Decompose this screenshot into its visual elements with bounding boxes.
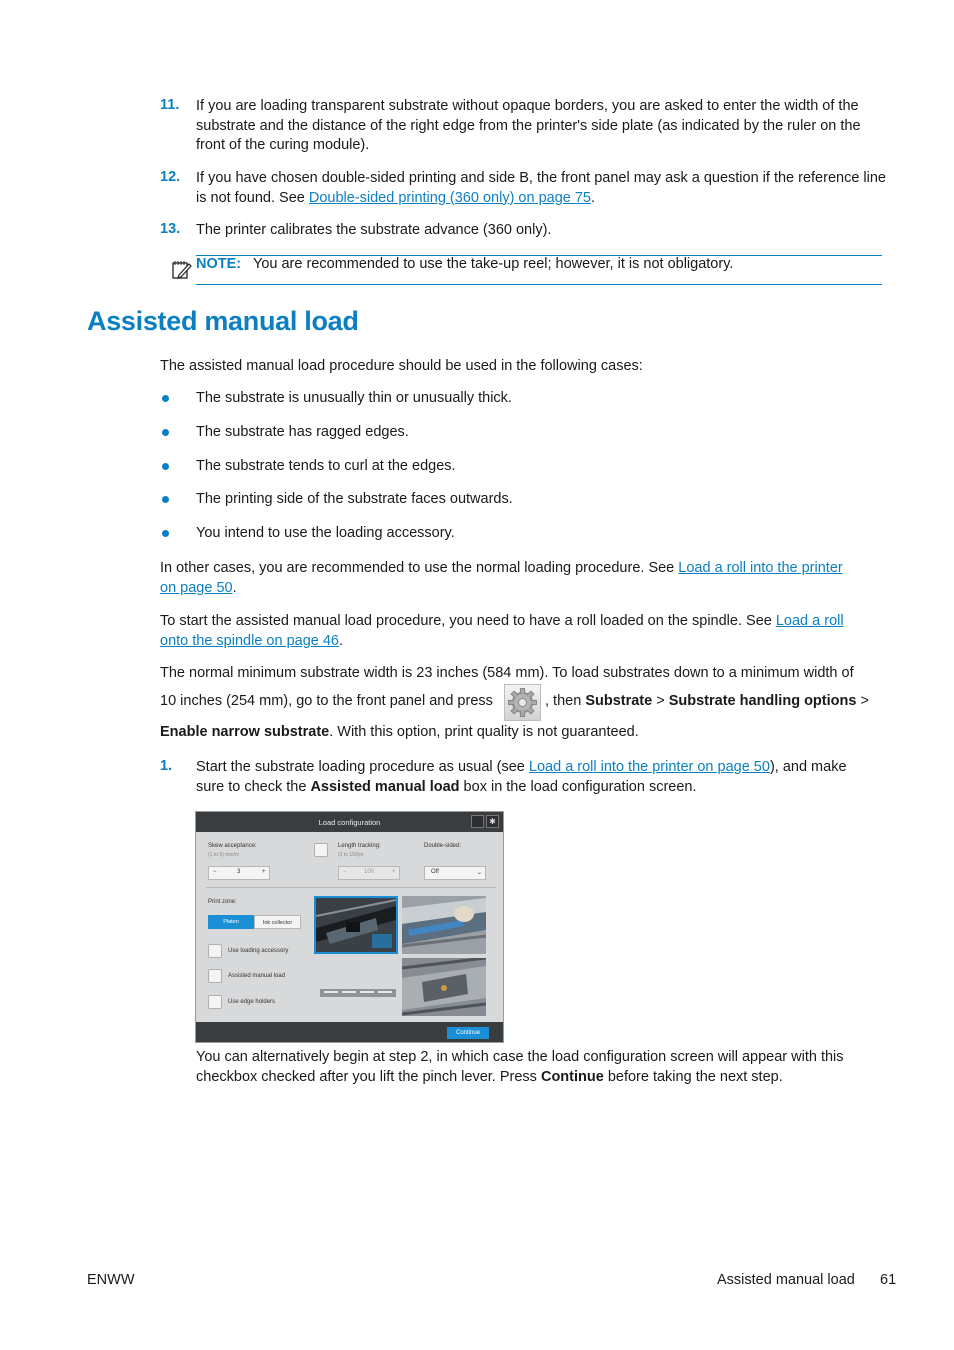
paragraph-text: .: [338, 632, 344, 649]
paragraph-min-width-line2-rest: [545, 693, 869, 709]
double-sided-select[interactable]: [424, 866, 486, 880]
double-sided-value: Off: [431, 869, 439, 875]
link-double-sided[interactable]: Double-sided printing (360 only) on page 75: [308, 189, 591, 206]
step-number: 13.: [160, 221, 181, 237]
paragraph-text: To start the assisted manual load procedure, you need to have a roll loaded on the spindle. See: [160, 613, 776, 629]
plus-icon[interactable]: +: [262, 869, 266, 875]
bullet-dot: [162, 429, 169, 436]
plus-icon[interactable]: +: [392, 869, 396, 875]
paragraph-normal-loading: [160, 559, 882, 598]
minus-icon[interactable]: −: [213, 869, 217, 875]
step-text: If you are loading transparent substrate without opaque borders, you are asked to enter the width of the substrate and the distance of the right edge from the printer's side plate (as indicated by the ruler on the front of the curing module).: [196, 98, 861, 153]
skew-value: 3: [237, 869, 241, 875]
link-load-roll-printer-2[interactable]: Load a roll into the printer on page 50: [528, 759, 770, 775]
paragraph-min-width-line3: [160, 724, 639, 740]
screen-title: Load configuration: [318, 818, 381, 827]
link-load-roll-printer[interactable]: Load a roll into the printer: [678, 560, 843, 576]
loading-accessory-label: Use loading accessory: [228, 948, 289, 954]
skew-stepper[interactable]: [208, 866, 270, 880]
gear-icon: [505, 685, 540, 720]
assisted-manual-load-term: Assisted manual load: [310, 778, 460, 795]
ink-collector-photo: [402, 896, 486, 954]
paragraph-text: . With this option, print quality is not guaranteed.: [329, 724, 639, 740]
link-load-roll-spindle-page[interactable]: onto the spindle on page 46: [160, 632, 339, 649]
page-number: 61: [880, 1272, 897, 1288]
settings-button[interactable]: [504, 684, 541, 721]
paragraph-text: checkbox checked after you lift the pinch lever. Press: [196, 1069, 541, 1085]
brightness-icon[interactable]: ✱: [486, 815, 499, 828]
chevron-down-icon: ⌄: [477, 870, 483, 876]
intro-text: The assisted manual load procedure should be used in the following cases:: [160, 358, 643, 374]
length-label: Length tracking:: [338, 843, 381, 849]
loading-accessory-checkbox[interactable]: [208, 944, 222, 958]
load-configuration-screenshot: [195, 811, 504, 1043]
note-text: You are recommended to use the take-up reel; however, it is not obligatory.: [253, 256, 734, 272]
title-bar: [196, 812, 503, 832]
step-text-part: sure to check the: [196, 778, 311, 795]
footer-section-title: Assisted manual load: [717, 1272, 855, 1288]
step-number: 11.: [160, 97, 180, 113]
step-text-part: ), and make: [769, 759, 847, 775]
bullet-item: The substrate is unusually thin or unusually thick.: [196, 390, 512, 406]
bullet-item: The substrate has ragged edges.: [196, 424, 409, 440]
continue-term: Continue: [540, 1069, 604, 1085]
length-value: 100: [364, 869, 375, 875]
section-title: Assisted manual load: [87, 306, 359, 336]
step-text-part: .: [591, 189, 596, 206]
paragraph-text: before taking the next step.: [603, 1069, 783, 1085]
menu-path-enable-narrow: Enable narrow substrate: [160, 724, 330, 740]
length-stepper[interactable]: [338, 866, 400, 880]
step-text-part: If you have chosen double-sided printing and side B, the front panel may ask a question if the reference line is not found. See: [196, 170, 886, 206]
loading-accessory-photo: [402, 958, 486, 1016]
skew-range: (1 to 5) mm/m: [208, 852, 240, 858]
paragraph-text: In other cases, you are recommended to use the normal loading procedure. See: [160, 560, 679, 576]
footer-left: ENWW: [87, 1272, 135, 1288]
menu-separator: >: [860, 693, 869, 709]
continue-button[interactable]: Continue: [447, 1027, 489, 1039]
note-bottom-rule: [196, 284, 882, 285]
menu-path-substrate: Substrate: [585, 693, 653, 709]
length-range: (2 to 150)m: [338, 852, 364, 858]
print-zone-label: Print zone:: [208, 899, 237, 905]
bullet-dot: [162, 463, 169, 470]
bullet-dot: [162, 530, 169, 537]
bullet-item: The substrate tends to curl at the edges.: [196, 458, 456, 474]
bottom-bar: [196, 1022, 503, 1042]
zone-platen-button[interactable]: Platen: [208, 915, 254, 929]
step-text-part: box in the load configuration screen.: [459, 778, 697, 795]
assisted-manual-load-label: Assisted manual load: [228, 973, 286, 979]
paragraph-text: You can alternatively begin at step 2, in which case the load configuration screen will appear with this: [196, 1049, 844, 1065]
step-text: [196, 169, 886, 208]
bullet-item: The printing side of the substrate faces outwards.: [196, 491, 513, 507]
double-sided-label: Double-sided:: [424, 843, 462, 849]
after-screen-text: [196, 1047, 886, 1087]
note-label: NOTE:: [196, 256, 242, 272]
paragraph-text: .: [232, 579, 237, 596]
link-load-roll-printer-page[interactable]: on page 50: [160, 579, 233, 596]
platen-photo[interactable]: [314, 896, 398, 954]
paragraph-text: 10 inches (254 mm), go to the front panel and press: [160, 693, 493, 709]
window-button[interactable]: [471, 815, 484, 828]
step-number: 1.: [160, 758, 173, 774]
skew-label: Skew acceptance:: [208, 843, 257, 849]
note-icon: [171, 258, 193, 280]
paragraph-min-width-line1: The normal minimum substrate width is 23 inches (584 mm). To load substrates down to a minimum width of: [160, 665, 854, 681]
step-text: The printer calibrates the substrate advance (360 only).: [196, 222, 552, 238]
step-text: [196, 758, 886, 797]
step-number: 12.: [160, 169, 181, 185]
link-load-roll-spindle[interactable]: Load a roll: [775, 613, 844, 629]
paragraph-start-procedure: [160, 612, 882, 651]
minus-icon[interactable]: −: [343, 869, 347, 875]
divider: [206, 887, 496, 888]
paragraph-text: , then: [545, 693, 582, 709]
paragraph-min-width-line2: [160, 693, 493, 709]
zone-ink-collector-button[interactable]: Ink collector: [254, 915, 301, 929]
step-text-part: Start the substrate loading procedure as usual (see: [196, 759, 529, 775]
menu-separator: >: [656, 693, 665, 709]
assisted-manual-load-checkbox[interactable]: [208, 969, 222, 983]
length-tracking-checkbox[interactable]: [314, 843, 328, 857]
bullet-item: You intend to use the loading accessory.: [196, 525, 455, 541]
menu-path-substrate-handling: Substrate handling options: [668, 693, 857, 709]
bullet-dot: [162, 496, 169, 503]
edge-holders-checkbox[interactable]: [208, 995, 222, 1009]
edge-holders-label: Use edge holders: [228, 999, 276, 1005]
bullet-dot: [162, 395, 169, 402]
edge-holders-diagram: [320, 982, 396, 1002]
